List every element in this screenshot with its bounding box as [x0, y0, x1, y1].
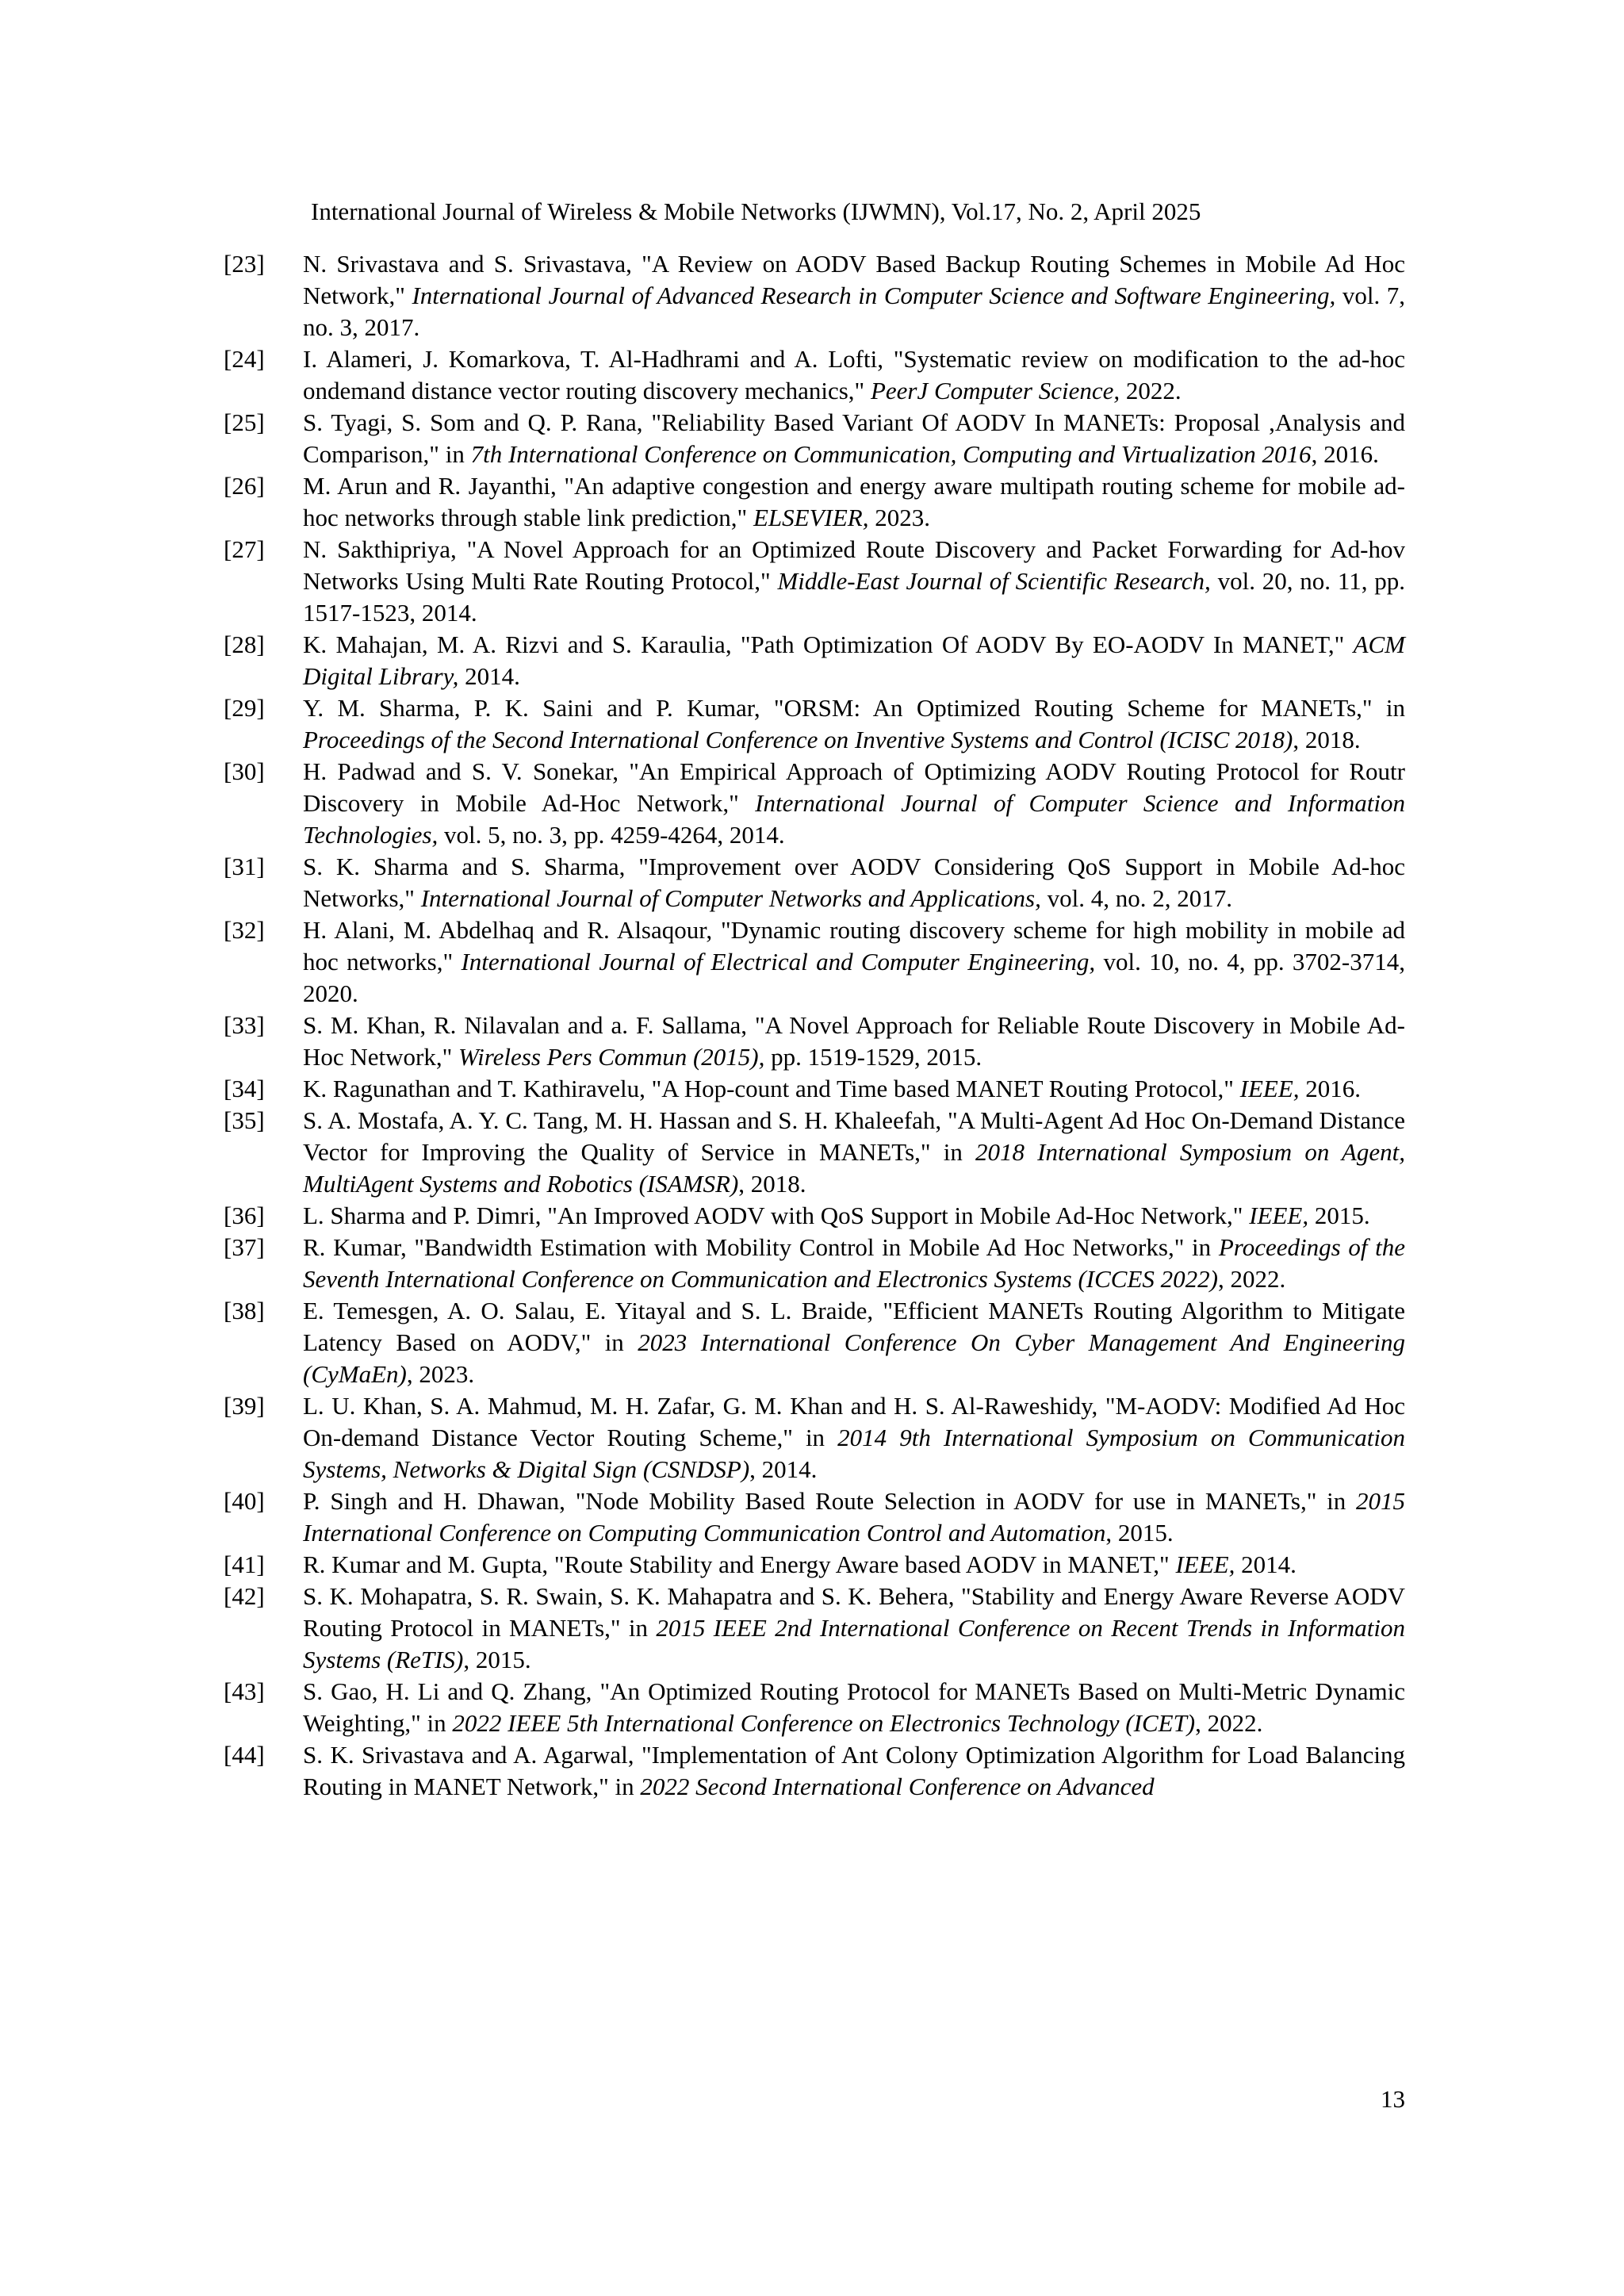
reference-details: , 2018. — [1293, 726, 1361, 753]
reference-authors-title: R. Kumar and M. Gupta, "Route Stability and Energy Aware based AODV in MANET," — [303, 1550, 1176, 1578]
reference-authors-title: H. Padwad and S. V. Sonekar, "An Empirical Approach of Optimizing AODV Routing Protocol for Routr Discovery in Mobile Ad-Hoc Network," — [303, 757, 1405, 817]
reference-venue: 2022 IEEE 5th International Conference on Electronics Technology (ICET) — [452, 1709, 1196, 1737]
reference-venue: International Journal of Computer Networks and Applications, — [420, 884, 1041, 912]
reference-details: 2016. — [1299, 1075, 1362, 1102]
reference-text — [303, 914, 1405, 1010]
reference-text — [303, 1295, 1405, 1390]
reference-entry — [224, 470, 1405, 534]
reference-text — [303, 407, 1405, 470]
reference-details: vol. 10, no. 4, pp. 3702-3714, 2020. — [303, 948, 1405, 1007]
reference-entry — [224, 1232, 1405, 1295]
reference-venue: 7th International Conference on Communication, Computing and Virtualization 2016 — [470, 440, 1312, 468]
reference-text — [303, 1549, 1405, 1581]
reference-details: , 2018. — [738, 1170, 806, 1198]
reference-details: vol. 20, no. 11, pp. 1517-1523, 2014. — [303, 567, 1406, 627]
reference-authors-title: S. Gao, H. Li and Q. Zhang, "An Optimized Routing Protocol for MANETs Based on Multi-Metric Dynamic Weighting," in — [303, 1677, 1405, 1737]
reference-number: [32] — [224, 916, 265, 944]
reference-venue: 2018 International Symposium on Agent, MultiAgent Systems and Robotics (ISAMSR) — [303, 1138, 1405, 1198]
reference-number: [39] — [224, 1392, 265, 1420]
reference-entry — [224, 914, 1405, 1010]
reference-number: [41] — [224, 1550, 265, 1578]
reference-details: , 2016. — [1311, 440, 1379, 468]
reference-authors-title: S. A. Mostafa, A. Y. C. Tang, M. H. Hassan and S. H. Khaleefah, "A Multi-Agent Ad Hoc On-Demand Distance Vector for Improving the Quality of Service in MANETs," in — [303, 1106, 1405, 1166]
reference-venue: International Journal of Advanced Research in Computer Science and Software Engineering, — [412, 282, 1336, 309]
reference-entry — [224, 629, 1405, 692]
reference-authors-title: P. Singh and H. Dhawan, "Node Mobility Based Route Selection in AODV for use in MANETs," in — [303, 1487, 1356, 1515]
reference-entry — [224, 1485, 1405, 1549]
reference-text — [303, 343, 1405, 407]
reference-details: , 2015. — [463, 1646, 531, 1673]
reference-entry — [224, 1549, 1405, 1581]
reference-text — [303, 534, 1405, 629]
reference-text — [303, 1073, 1405, 1105]
reference-venue: PeerJ Computer Science, — [870, 377, 1120, 404]
reference-venue: 2023 International Conference On Cyber Management And Engineering (CyMaEn) — [303, 1328, 1405, 1388]
reference-entry — [224, 1200, 1405, 1232]
reference-text — [303, 692, 1405, 756]
reference-number: [31] — [224, 853, 265, 880]
reference-number: [37] — [224, 1233, 265, 1261]
reference-entry — [224, 1676, 1405, 1739]
reference-text — [303, 1200, 1405, 1232]
reference-number: [28] — [224, 631, 265, 658]
reference-text — [303, 248, 1405, 343]
reference-number: [43] — [224, 1677, 265, 1705]
reference-authors-title: H. Alani, M. Abdelhaq and R. Alsaqour, "Dynamic routing discovery scheme for high mobility in mobile ad hoc networks," — [303, 916, 1405, 976]
reference-authors-title: R. Kumar, "Bandwidth Estimation with Mobility Control in Mobile Ad Hoc Networks," in — [303, 1233, 1219, 1261]
reference-authors-title: N. Sakthipriya, "A Novel Approach for an Optimized Route Discovery and Packet Forwarding for Ad-hov Networks Using Multi Rate Routing Protocol," — [303, 535, 1405, 595]
reference-text — [303, 470, 1405, 534]
reference-venue: International Journal of Computer Science and Information Technologies, — [303, 789, 1405, 849]
reference-details: , 2015. — [1105, 1519, 1174, 1547]
reference-details: vol. 7, no. 3, 2017. — [303, 282, 1405, 341]
reference-entry — [224, 756, 1405, 851]
reference-entry — [224, 534, 1405, 629]
reference-number: [33] — [224, 1011, 265, 1039]
reference-text — [303, 1485, 1405, 1549]
reference-authors-title: S. K. Srivastava and A. Agarwal, "Implementation of Ant Colony Optimization Algorithm for Load Balancing Routing in MANET Network," in — [303, 1741, 1405, 1800]
reference-number: [24] — [224, 345, 265, 373]
reference-number: [38] — [224, 1297, 265, 1324]
reference-text — [303, 1232, 1405, 1295]
reference-authors-title: K. Ragunathan and T. Kathiravelu, "A Hop-count and Time based MANET Routing Protocol," — [303, 1075, 1240, 1102]
reference-entry — [224, 692, 1405, 756]
reference-authors-title: I. Alameri, J. Komarkova, T. Al-Hadhrami and A. Lofti, "Systematic review on modification to the ad-hoc ondemand distance vector routing discovery mechanics," — [303, 345, 1405, 404]
reference-venue: 2015 IEEE 2nd International Conference on Recent Trends in Information Systems (ReTIS) — [303, 1614, 1405, 1673]
reference-details: , 2022. — [1195, 1709, 1263, 1737]
reference-entry — [224, 1105, 1405, 1200]
reference-authors-title: S. K. Mohapatra, S. R. Swain, S. K. Mahapatra and S. K. Behera, "Stability and Energy Aware Reverse AODV Routing Protocol in MANETs," in — [303, 1582, 1405, 1642]
reference-venue: 2014 9th International Symposium on Communication Systems, Networks & Digital Sign (CSNDSP) — [303, 1424, 1405, 1483]
reference-venue: International Journal of Electrical and Computer Engineering, — [461, 948, 1096, 976]
reference-entry — [224, 343, 1405, 407]
reference-entry — [224, 1073, 1405, 1105]
reference-text — [303, 756, 1405, 851]
reference-venue: IEEE, — [1175, 1550, 1235, 1578]
reference-entry — [224, 851, 1405, 914]
reference-number: [44] — [224, 1741, 265, 1769]
reference-venue: Proceedings of the Seventh International Conference on Communication and Electronics Systems (ICCES 2022) — [303, 1233, 1406, 1293]
reference-number: [35] — [224, 1106, 265, 1134]
reference-text — [303, 851, 1405, 914]
reference-venue: ELSEVIER, — [753, 504, 869, 531]
reference-number: [30] — [224, 757, 265, 785]
reference-details: vol. 5, no. 3, pp. 4259-4264, 2014. — [438, 821, 785, 849]
reference-text — [303, 1010, 1405, 1073]
reference-number: [27] — [224, 535, 265, 563]
reference-text — [303, 1581, 1405, 1676]
reference-venue: ACM Digital Library, — [303, 631, 1405, 690]
reference-number: [42] — [224, 1582, 265, 1610]
reference-entry — [224, 1739, 1405, 1803]
reference-text — [303, 1105, 1405, 1200]
reference-text — [303, 1739, 1405, 1803]
reference-details: , 2014. — [749, 1455, 818, 1483]
reference-authors-title: N. Srivastava and S. Srivastava, "A Review on AODV Based Backup Routing Schemes in Mobile Ad Hoc Network," — [303, 250, 1405, 309]
reference-text — [303, 1676, 1405, 1739]
reference-authors-title: Y. M. Sharma, P. K. Saini and P. Kumar, "ORSM: An Optimized Routing Scheme for MANETs," in — [303, 694, 1405, 722]
running-header: International Journal of Wireless & Mobile Networks (IJWMN), Vol.17, No. 2, April 2025 — [311, 197, 1201, 225]
page-number: 13 — [1381, 2085, 1405, 2113]
reference-text — [303, 629, 1405, 692]
reference-entry — [224, 1390, 1405, 1485]
reference-authors-title: L. Sharma and P. Dimri, "An Improved AODV with QoS Support in Mobile Ad-Hoc Network," — [303, 1202, 1250, 1229]
reference-authors-title: S. M. Khan, R. Nilavalan and a. F. Sallama, "A Novel Approach for Reliable Route Discovery in Mobile Ad-Hoc Network," — [303, 1011, 1405, 1071]
reference-venue: IEEE, — [1249, 1202, 1309, 1229]
reference-entry — [224, 407, 1405, 470]
reference-number: [26] — [224, 472, 265, 500]
reference-venue: Wireless Pers Commun (2015), — [458, 1043, 765, 1071]
reference-authors-title: S. K. Sharma and S. Sharma, "Improvement over AODV Considering QoS Support in Mobile Ad-hoc Networks," — [303, 853, 1405, 912]
reference-details: 2022. — [1120, 377, 1182, 404]
reference-details: , 2023. — [406, 1360, 475, 1388]
reference-number: [36] — [224, 1202, 265, 1229]
reference-venue: IEEE, — [1239, 1075, 1300, 1102]
reference-venue: Middle-East Journal of Scientific Research, — [777, 567, 1211, 595]
reference-details: pp. 1519-1529, 2015. — [764, 1043, 982, 1071]
reference-number: [29] — [224, 694, 265, 722]
reference-number: [23] — [224, 250, 265, 278]
reference-authors-title: K. Mahajan, M. A. Rizvi and S. Karaulia, "Path Optimization Of AODV By EO-AODV In MANET," — [303, 631, 1354, 658]
reference-entry — [224, 248, 1405, 343]
reference-details: 2015. — [1308, 1202, 1370, 1229]
reference-details: , 2022. — [1217, 1265, 1286, 1293]
reference-venue: 2022 Second International Conference on Advanced — [640, 1773, 1155, 1800]
reference-list — [224, 248, 1405, 1803]
reference-venue: Proceedings of the Second International Conference on Inventive Systems and Control (ICISC 2018) — [303, 726, 1293, 753]
reference-number: [34] — [224, 1075, 265, 1102]
reference-entry — [224, 1581, 1405, 1676]
reference-authors-title: M. Arun and R. Jayanthi, "An adaptive congestion and energy aware multipath routing scheme for mobile ad-hoc networks through stable link prediction," — [303, 472, 1405, 531]
reference-details: vol. 4, no. 2, 2017. — [1040, 884, 1232, 912]
reference-details: 2014. — [1235, 1550, 1297, 1578]
reference-number: [25] — [224, 408, 265, 436]
reference-text — [303, 1390, 1405, 1485]
reference-details: 2023. — [868, 504, 930, 531]
reference-details: 2014. — [458, 662, 520, 690]
reference-entry — [224, 1010, 1405, 1073]
reference-authors-title: E. Temesgen, A. O. Salau, E. Yitayal and S. L. Braide, "Efficient MANETs Routing Algorithm to Mitigate Latency Based on AODV," in — [303, 1297, 1405, 1356]
reference-entry — [224, 1295, 1405, 1390]
reference-authors-title: L. U. Khan, S. A. Mahmud, M. H. Zafar, G. M. Khan and H. S. Al-Raweshidy, "M-AODV: Modified Ad Hoc On-demand Distance Vector Routing Scheme," in — [303, 1392, 1405, 1451]
reference-authors-title: S. Tyagi, S. Som and Q. P. Rana, "Reliability Based Variant Of AODV In MANETs: Proposal ,Analysis and Comparison," in — [303, 408, 1405, 468]
reference-venue: 2015 International Conference on Computing Communication Control and Automation — [303, 1487, 1405, 1547]
reference-number: [40] — [224, 1487, 265, 1515]
